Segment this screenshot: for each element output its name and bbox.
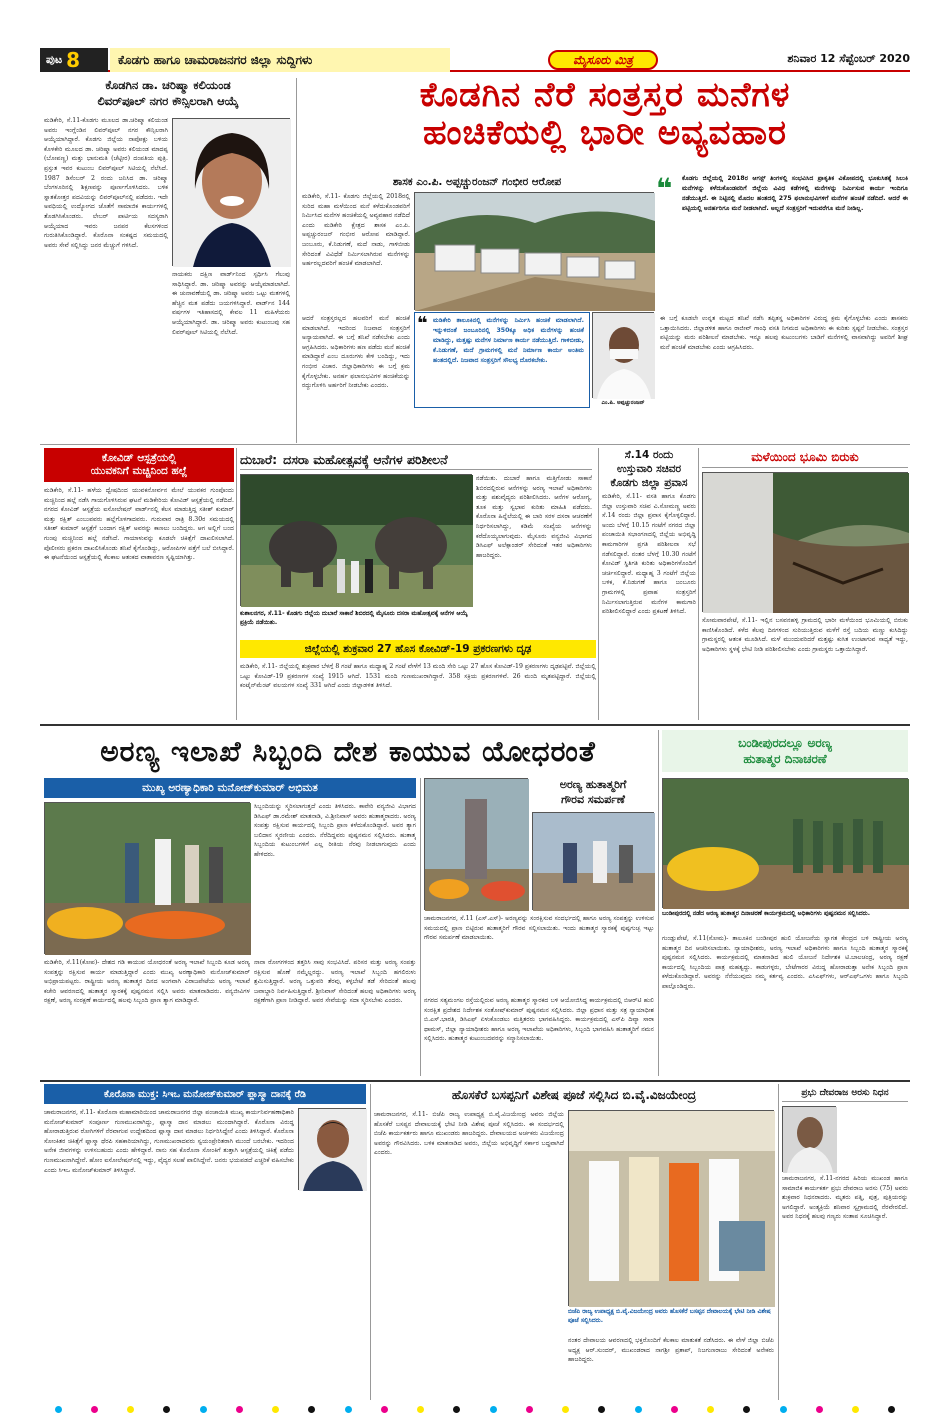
mla-photo [592, 312, 654, 398]
registration-dot [816, 1406, 823, 1413]
section-rule [40, 724, 910, 726]
housing-photo [414, 192, 654, 310]
forest-body-left: ಮಡಿಕೇರಿ, ಸೆ.11(ಕೋಪ)- ದೇಶದ ಗಡಿ ಕಾಯುವ ಯೋಧರಂತೆ ಅರಣ್ಯ ಇಲಾಖೆ ಸಿಬ್ಬಂದಿ ಕೂಡ ಅರಣ್ಯ ಸಂಪತ್ತನ್ನು ರಕ್ಷಿಸುವ ಕಾರ್ಯ ಮಾಡುತ್ತಿದ್ದಾರೆ ಎಂದು ಮುಖ್ಯ ಅರಣ್ಯಾಧಿಕಾರಿ ಮನೋಜ್‌ಕುಮಾರ್ ಅಭಿಪ್ರಾಯಪಟ್ಟರು. ರಾಷ್ಟ್ರೀಯ ಅರಣ್ಯ ಹುತಾತ್ಮರ ದಿನದ ಅಂಗವಾಗಿ ವಿರಾಜಪೇಟೆಯ ಅರಣ್ಯ ಇಲಾಖೆ ಕಚೇರಿ ಆವರಣದಲ್ಲಿ ಹುತಾತ್ಮರ ಸ್ಮಾರಕಕ್ಕೆ ಪುಷ್ಪನಮನ ಸಲ್ಲಿಸಿ ಅವರು ಮಾತನಾಡಿದರು. ವನ್ಯಜೀವಿಗಳ ರಕ್ಷಣೆ, ಅರಣ್ಯ ಸಂರಕ್ಷಣೆ ಕಾರ್ಯದಲ್ಲಿ ಹಲವು ಸಿಬ್ಬಂದಿ ಪ್ರಾಣ ತ್ಯಾಗ ಮಾಡಿದ್ದಾರೆ. [44, 959, 250, 1005]
dasara-caption: ಕುಶಾಲನಗರ, ಸೆ.11- ಕೊಡಗು ಜಿಲ್ಲೆಯ ದುಬಾರೆ ಸಾಕಾನೆ ಶಿಬಿರದಲ್ಲಿ ಮೈಸೂರು ದಸರಾ ಮಹೋತ್ಸವಕ್ಕೆ ಆನೆಗಳ ಆಯ್ಕೆ ಪ್ರಕ್ರಿಯೆ ನಡೆಯಿತು. [240, 610, 468, 626]
scam-pullquote-text: ಮಡಿಕೇರಿ ತಾಲೂಕಿನಲ್ಲಿ ಮನೆಗಳನ್ನು ನಿರ್ಮಿಸಿ ಹಂಚಿಕೆ ಮಾಡಲಾಗಿದೆ. ಇನ್ನುಳಿದಂತೆ ಜಂಬೂರಿನಲ್ಲಿ 350ಕ್ಕೂ ಅಧಿಕ ಮನೆಗಳನ್ನು ಹಂಚಿಕೆ ಮಾಡಿದ್ದು, ಮತ್ತಷ್ಟು ಮನೆಗಳ ನಿರ್ಮಾಣ ಕಾರ್ಯ ನಡೆಯುತ್ತಿದೆ. ಗಾಳಿಬೀಡು, ಕೆ.ನಿಡುಗಣೆ, ಮದೆ ಗ್ರಾಮಗಳಲ್ಲಿ ಮನೆ ನಿರ್ಮಾಣ ಕಾರ್ಯ ಅಂತಿಮ ಹಂತದಲ್ಲಿದೆ. ನಿಜವಾದ ಸಂತ್ರಸ್ತರಿಗೆ ಸೌಲಭ್ಯ ದೊರಕಬೇಕು. [433, 317, 584, 364]
quote-mark-icon: ❝ [656, 172, 673, 205]
landslide-body: ಸೋಮವಾರಪೇಟೆ, ಸೆ.11- ಇಲ್ಲಿನ ಬಸವನಹಳ್ಳಿ ಗ್ರಾಮದಲ್ಲಿ ಭಾರೀ ಮಳೆಯಿಂದ ಭೂಮಿಯಲ್ಲಿ ಬಿರುಕು ಕಾಣಿಸಿಕೊಂಡಿದೆ. ಕಳೆದ ಕೆಲವು ದಿನಗಳಿಂದ ಸುರಿಯುತ್ತಿರುವ ಮಳೆಗೆ ರಸ್ತೆ ಬದಿಯ ಮಣ್ಣು ಕುಸಿದಿದ್ದು ಗ್ರಾಮಸ್ಥರಲ್ಲಿ ಆತಂಕ ಮೂಡಿಸಿದೆ. ಮಳೆ ಮುಂದುವರಿದರೆ ಮತ್ತಷ್ಟು ಕುಸಿತ ಉಂಟಾಗುವ ಸಾಧ್ಯತೆ ಇದ್ದು, ಅಧಿಕಾರಿಗಳು ಸ್ಥಳಕ್ಕೆ ಭೇಟಿ ನೀಡಿ ಪರಿಶೀಲಿಸಬೇಕು ಎಂದು ಗ್ರಾಮಸ್ಥರು ಒತ್ತಾಯಿಸಿದ್ದಾರೆ. [702, 617, 908, 653]
forest-body-top: ಸಿಬ್ಬಂದಿಯನ್ನು ಸ್ಮರಿಸಲಾಗುತ್ತದೆ ಎಂದು ತಿಳಿಸಿದರು. ಕಾವೇರಿ ವನ್ಯಜೀವಿ ವಿಭಾಗದ ಡಿಸಿಎಫ್ ಡಾ.ರಮೇಶ್ ಮಾತನಾಡಿ, ವಿ.ಶ್ರೀನಿವಾಸ್ ಅವರು ಹುತಾತ್ಮರಾದರು. ಅರಣ್ಯ ಸಂಪತ್ತು ರಕ್ಷಿಸುವ ಕಾರ್ಯದಲ್ಲಿ ಸಿಬ್ಬಂದಿ ಪ್ರಾಣ ಕಳೆದುಕೊಂಡಿದ್ದಾರೆ. ಅವರ ತ್ಯಾಗ ಬಲಿದಾನ ಸ್ಮರಣೀಯ ಎಂದರು. ನೆರೆದಿದ್ದವರು ಪುಷ್ಪನಮನ ಸಲ್ಲಿಸಿದರು. ಹುತಾತ್ಮ ಸಿಬ್ಬಂದಿಯ ಕುಟುಂಬಗಳಿಗೆ ಎಲ್ಲ ರೀತಿಯ ನೆರವು ನೀಡಲಾಗುವುದು ಎಂದು ಹೇಳಿದರು. [254, 803, 416, 859]
vijayendra-body-2: ನಂತರ ದೇವಾಲಯ ಆವರಣದಲ್ಲಿ ಭಕ್ತರೊಂದಿಗೆ ಕೆಲಕಾಲ ಮಾತುಕತೆ ನಡೆಸಿದರು. ಈ ವೇಳೆ ಜಿಲ್ಲಾ ಬಿಜೆಪಿ ಅಧ್ಯಕ್ಷ ಆರ್.ಸುಂದರ್, ಮುಖಂಡರಾದ ನಾಗಶ್ರೀ ಪ್ರತಾಪ್, ನಿಜಗುಣರಾಜು ಸೇರಿದಂತೆ ಅನೇಕರು ಹಾಜರಿದ್ದರು. [568, 1337, 774, 1364]
ceo-photo [298, 1108, 366, 1190]
bandipur-headline: ಬಂಡೀಪುರದಲ್ಲೂ ಅರಣ್ಯ ಹುತಾತ್ಮರ ದಿನಾಚರಣೆ [662, 730, 908, 772]
registration-dot [490, 1406, 497, 1413]
registration-marks [40, 1404, 910, 1414]
forest-subhead: ಮುಖ್ಯ ಅರಣ್ಯಾಧಿಕಾರಿ ಮನೋಜ್‌ಕುಮಾರ್ ಅಭಿಮತ [44, 778, 416, 798]
paper-logo: ಮೈಸೂರು ಮಿತ್ರ [548, 50, 658, 70]
registration-dot [598, 1406, 605, 1413]
minister-headline: ಸೆ.14 ರಂದು ಉಸ್ತುವಾರಿ ಸಚಿವರ ಕೊಡಗು ಜಿಲ್ಲಾ ಪ್ರವಾಸ [610, 449, 688, 490]
pullquote-mark-icon: ❝ [417, 313, 428, 334]
covid-hospital-headline: ಕೋವಿಡ್ ಆಸ್ಪತ್ರೆಯಲ್ಲಿ ಯುವಕನಿಗೆ ಮಚ್ಚಿನಿಂದ ಹಲ್ಲೆ [44, 448, 234, 482]
obituary-photo [782, 1106, 836, 1172]
ceo-headline: ಕೊರೊನಾ ಮುಕ್ತ: ಸಿಇಒ ಮನೋಜ್‌ಕುಮಾರ್ ಪ್ಲಾಸ್ಮಾ ದಾನಕ್ಕೆ ರೆಡಿ [44, 1084, 366, 1104]
landslide-photo [702, 472, 908, 612]
forest-officer-photo [44, 802, 250, 954]
tribute-body-top: ಚಾಮರಾಜನಗರ, ಸೆ.11 (ಎಸ್.ಎಸ್)- ಅರಣ್ಯವನ್ನು ಸಂರಕ್ಷಿಸುವ ಸಂದರ್ಭದಲ್ಲಿ ಹಾಗೂ ಅರಣ್ಯ ಸಂಪತ್ತನ್ನು ಉಳಿಸುವ ಸಮಯದಲ್ಲಿ ಪ್ರಾಣ ಬಿಟ್ಟಿರುವ ಹುತಾತ್ಮರಿಗೆ ಗೌರವ ಸಲ್ಲಿಸಲಾಯಿತು. ಇಂದು ಹುತಾತ್ಮರ ಸ್ಮಾರಕಕ್ಕೆ ಪುಷ್ಪಗುಚ್ಛ ಇಟ್ಟು ಗೌರವ ಸಮರ್ಪಣೆ ಮಾಡಲಾಯಿತು. [424, 915, 654, 942]
portrait-icon [173, 119, 291, 267]
column-rule [296, 78, 297, 443]
scam-body-col1: ಮಡಿಕೇರಿ, ಸೆ.11- ಕೊಡಗು ಜಿಲ್ಲೆಯಲ್ಲಿ 2018ರಲ್ಲಿ ಸುರಿದ ಮಹಾ ಮಳೆಯಿಂದ ಮನೆ ಕಳೆದುಕೊಂಡವರಿಗೆ ನಿರ್ಮಿಸಿದ ಮನೆಗಳ ಹಂಚಿಕೆಯಲ್ಲಿ ಅವ್ಯವಹಾರ ನಡೆದಿದೆ ಎಂದು ಮಡಿಕೇರಿ ಕ್ಷೇತ್ರದ ಶಾಸಕ ಎಂ.ಪಿ. ಅಪ್ಪಚ್ಚುರಂಜನ್ ಗಂಭೀರ ಆರೋಪ ಮಾಡಿದ್ದಾರೆ. ಜಂಬೂರು, ಕೆ.ನಿಡುಗಣೆ, ಮದೆ ನಾಡು, ಗಾಳಿಬೀಡು ಸೇರಿದಂತೆ ವಿವಿಧೆಡೆ ನಿರ್ಮಿಸಲಾಗಿರುವ ಮನೆಗಳನ್ನು ಅರ್ಹರಲ್ಲದವರಿಗೆ ಹಂಚಿಕೆ ಮಾಡಲಾಗಿದೆ. [302, 193, 410, 268]
statue-icon [425, 779, 529, 911]
registration-dot [200, 1406, 207, 1413]
charishma-headline: ಕೊಡಗಿನ ಡಾ. ಚರಿಷ್ಮಾ ಕಲಿಯಂಡ ಲಿವರ್‌ಪೂಲ್ ನಗರ ಕೌನ್ಸಿಲರಾಗಿ ಆಯ್ಕೆ [97, 78, 239, 108]
registration-dot [163, 1406, 170, 1413]
obituary-body: ಚಾಮರಾಜನಗರ, ಸೆ.11-ನಗರದ ಹಿರಿಯ ಮುಖಂಡ ಹಾಗೂ ಸಾಮಾಜಿಕ ಕಾರ್ಯಕರ್ತ ಪ್ರಭು ದೇವರಾಜ ಅರಸು (75) ಅವರು ಶುಕ್ರವಾರ ನಿಧನರಾದರು. ಮೃತರು ಪತ್ನಿ, ಪುತ್ರ, ಪುತ್ರಿಯರನ್ನು ಅಗಲಿದ್ದಾರೆ. ಅಂತ್ಯಕ್ರಿಯೆ ಶನಿವಾರ ಸ್ವಗ್ರಾಮದಲ್ಲಿ ನೆರವೇರಲಿದೆ. ಅವರ ನಿಧನಕ್ಕೆ ಹಲವು ಗಣ್ಯರು ಸಂತಾಪ ಸೂಚಿಸಿದ್ದಾರೆ. [782, 1175, 908, 1221]
houses-icon [415, 193, 655, 311]
charishma-body-left: ಮಡಿಕೇರಿ, ಸೆ.11-ಕೊಡಗು ಮೂಲದ ಡಾ.ಚರಿಷ್ಮಾ ಕಲಿಯಂಡ ಅವರು ಇಂಗ್ಲೆಂಡಿನ ಲಿವರ್‌ಪೂಲ್ ನಗರ ಕೌನ್ಸಿಲರಾಗಿ ಆಯ್ಕೆಯಾಗಿದ್ದಾರೆ. ಕೊಡಗು ಜಿಲ್ಲೆಯ ನಾಪೋಕ್ಲು ಬಳಿಯ ಕೊಳಕೇರಿ ಮೂಲದ ಡಾ. ಚರಿಷ್ಮಾ ಅವರು ಕಲಿಯಂಡ ಮಾದಪ್ಪ (ಬೋಪಣ್ಣ) ಮತ್ತು ಭಾನುಮತಿ (ಚೆಟ್ಟೀರ) ದಂಪತಿಯ ಪುತ್ರಿ. ಪ್ರಸ್ತುತ ಇವರ ಕುಟುಂಬ ಲಿವರ್‌ಪೂಲ್ ಸಿಟಿಯಲ್ಲಿ ನೆಲೆಸಿದೆ. 1987 ಡಿಸೆಂಬರ್ 2 ರಂದು ಜನಿಸಿದ ಡಾ. ಚರಿಷ್ಮಾ ಬೆಂಗಳೂರಿನಲ್ಲಿ ಶಿಕ್ಷಣವನ್ನು ಪೂರ್ಣಗೊಳಿಸಿದರು. ಬಳಿಕ ಸ್ನಾತಕೋತ್ತರ ಪದವಿಯನ್ನು ಲಿವರ್‌ಪೂಲ್‌ನಲ್ಲಿ ಪಡೆದರು. ಇದೇ ಅವಧಿಯಲ್ಲಿ ಉದ್ಯೋಗದ ಜೊತೆಗೆ ಸಾಮಾಜಿಕ ಕಾರ್ಯಗಳಲ್ಲಿ ತೊಡಗಿಸಿಕೊಂಡರು. ಲೇಬರ್ ಪಾರ್ಟಿಯ ಸದಸ್ಯರಾಗಿ ಆಯ್ಕೆಯಾದ ಇವರು ಜನಪರ ಕೆಲಸಗಳಿಂದ ಗುರುತಿಸಿಕೊಂಡಿದ್ದಾರೆ. ಕೊರೊನಾ ಸಂಕಷ್ಟದ ಸಮಯದಲ್ಲಿ ಅವರು ಸೇವೆ ಸಲ್ಲಿಸಿದ್ದು ಜನರ ಮೆಚ್ಚುಗೆ ಗಳಿಸಿದೆ. [44, 117, 168, 249]
column-rule [698, 448, 699, 720]
memorial-icon [45, 803, 251, 955]
registration-dot [91, 1406, 98, 1413]
vijayendra-caption: ಬಿಜೆಪಿ ರಾಜ್ಯ ಉಪಾಧ್ಯಕ್ಷ ಬಿ.ವೈ.ವಿಜಯೇಂದ್ರ ಅವರು ಹೊಸಕೆರೆ ಬಸಪ್ಪನ ದೇವಾಲಯಕ್ಕೆ ಭೇಟಿ ನೀಡಿ ವಿಶೇಷ ಪೂಜೆ ಸಲ್ಲಿಸಿದರು. [568, 1308, 771, 1324]
covid-cases-body: ಮಡಿಕೇರಿ, ಸೆ.11- ಜಿಲ್ಲೆಯಲ್ಲಿ ಶುಕ್ರವಾರ ಬೆಳಗ್ಗೆ 8 ಗಂಟೆ ಹಾಗೂ ಮಧ್ಯಾಹ್ನ 2 ಗಂಟೆ ವೇಳೆಗೆ 13 ಮಂದಿ ಸೇರಿ ಒಟ್ಟು 27 ಹೊಸ ಕೋವಿಡ್-19 ಪ್ರಕರಣಗಳು ದೃಢಪಟ್ಟಿವೆ. ಜಿಲ್ಲೆಯಲ್ಲಿ ಒಟ್ಟು ಕೋವಿಡ್-19 ಪ್ರಕರಣಗಳ ಸಂಖ್ಯೆ 1915 ಆಗಿದೆ. 1531 ಮಂದಿ ಗುಣಮುಖರಾಗಿದ್ದಾರೆ. 358 ಸಕ್ರಿಯ ಪ್ರಕರಣಗಳಿವೆ. 26 ಮಂದಿ ಮೃತಪಟ್ಟಿದ್ದಾರೆ. ಜಿಲ್ಲೆಯಲ್ಲಿ ಕಂಟೈನ್‌ಮೆಂಟ್ ವಲಯಗಳ ಸಂಖ್ಯೆ 331 ಆಗಿದೆ ಎಂದು ಜಿಲ್ಲಾಡಳಿತ ತಿಳಿಸಿದೆ. [240, 663, 596, 690]
mla-portrait-icon [593, 313, 655, 399]
column-rule [236, 448, 237, 720]
vijayendra-headline: ಹೊಸಕೆರೆ ಬಸಪ್ಪನಿಗೆ ವಿಶೇಷ ಪೂಜೆ ಸಲ್ಲಿಸಿದ ಬಿ.ವೈ.ವಿಜಯೇಂದ್ರ [451, 1087, 697, 1102]
bandipur-body: ಗುಂಡ್ಲುಪೇಟೆ, ಸೆ.11(ಸೋಮ)- ತಾಲೂಕಿನ ಬಂಡೀಪುರ ಹುಲಿ ಯೋಜನೆಯ ಸ್ವಾಗತ ಕೇಂದ್ರದ ಬಳಿ ರಾಷ್ಟ್ರೀಯ ಅರಣ್ಯ ಹುತಾತ್ಮರ ದಿನ ಆಚರಿಸಲಾಯಿತು. ನ್ಯಾಯಾಧೀಶರು, ಅರಣ್ಯ ಇಲಾಖೆ ಅಧಿಕಾರಿಗಳು ಹಾಗೂ ಸಿಬ್ಬಂದಿ ಹುತಾತ್ಮರ ಸ್ಮಾರಕಕ್ಕೆ ಪುಷ್ಪನಮನ ಸಲ್ಲಿಸಿದರು. ಕಾರ್ಯಕ್ರಮದಲ್ಲಿ ಮಾತನಾಡಿದ ಹುಲಿ ಯೋಜನೆ ನಿರ್ದೇಶಕ ಟಿ.ಬಾಲಚಂದ್ರ, ಅರಣ್ಯ ರಕ್ಷಣೆ ಕಾರ್ಯದಲ್ಲಿ ಸಿಬ್ಬಂದಿಯ ಪಾತ್ರ ಮಹತ್ವದ್ದು. ಕಾಡುಗಳ್ಳರು, ಬೇಟೆಗಾರರ ವಿರುದ್ಧ ಹೋರಾಡುತ್ತಾ ಅನೇಕ ಸಿಬ್ಬಂದಿ ಪ್ರಾಣ ಕಳೆದುಕೊಂಡಿದ್ದಾರೆ. ಅವರನ್ನು ನೆನೆಯುವುದು ನಮ್ಮ ಕರ್ತವ್ಯ ಎಂದರು. ಎಸಿಎಫ್‌ಗಳು, ಆರ್‌ಎಫ್‌ಒಗಳು ಹಾಗೂ ಸಿಬ್ಬಂದಿ ಪಾಲ್ಗೊಂಡಿದ್ದರು. [662, 935, 908, 991]
registration-dot [707, 1406, 714, 1413]
column-rule [778, 1084, 779, 1400]
registration-dot [453, 1406, 460, 1413]
obituary-headline: ಪ್ರಭು ದೇವರಾಜ ಅರಸು ನಿಧನ [782, 1084, 908, 1102]
section-rule [40, 1080, 910, 1082]
covid-cases-headline: ಜಿಲ್ಲೆಯಲ್ಲಿ ಶುಕ್ರವಾರ 27 ಹೊಸ ಕೋವಿಡ್-19 ಪ್ರಕರಣಗಳು ದೃಢ [240, 640, 596, 658]
elephant-icon [241, 475, 473, 607]
mla-caption: ಎಂ.ಪಿ. ಅಪ್ಪಚ್ಚುರಂಜನ್ [601, 400, 645, 406]
charishma-photo [172, 118, 290, 266]
temple-visit-icon [569, 1111, 775, 1307]
registration-dot [562, 1406, 569, 1413]
column-rule [420, 778, 421, 1076]
scam-pullquote [414, 312, 590, 408]
tribute-body: ನಗರದ ಸತ್ಯಮಂಗಲ ರಸ್ತೆಯಲ್ಲಿರುವ ಅರಣ್ಯ ಹುತಾತ್ಮರ ಸ್ಮಾರಕದ ಬಳಿ ಆಯೋಜಿಸಿದ್ದ ಕಾರ್ಯಕ್ರಮದಲ್ಲಿ ಬಿಆರ್‌ಟಿ ಹುಲಿ ಸಂರಕ್ಷಿತ ಪ್ರದೇಶದ ನಿರ್ದೇಶಕ ಸಂತೋಷ್‌ಕುಮಾರ್ ಪುಷ್ಪನಮನ ಸಲ್ಲಿಸಿದರು. ಜಿಲ್ಲಾ ಪ್ರಧಾನ ಮತ್ತು ಸತ್ರ ನ್ಯಾಯಾಧೀಶ ಬಿ.ಎಸ್.ಭಾರತಿ, ಡಿಸಿಎಫ್ ಏಳುಕೊಂಡಲು ಮತ್ತಿತರರು ಭಾಗವಹಿಸಿದ್ದರು. ಕಾರ್ಯಕ್ರಮದಲ್ಲಿ ಎಸ್‌ಪಿ ದಿವ್ಯಾ ಸಾರಾ ಥಾಮಸ್, ಜಿಲ್ಲಾ ನ್ಯಾಯಾಧೀಶರು ಹಾಗೂ ಅರಣ್ಯ ಇಲಾಖೆಯ ಅಧಿಕಾರಿಗಳು, ಸಿಬ್ಬಂದಿ ಭಾಗವಹಿಸಿ ಹುತಾತ್ಮರಿಗೆ ನಮನ ಸಲ್ಲಿಸಿದರು. ಹುತಾತ್ಮರ ಕುಟುಂಬದವರನ್ನು ಸನ್ಮಾನಿಸಲಾಯಿತು. [424, 997, 654, 1043]
landslide-icon [703, 473, 909, 613]
scam-body-col3: ಈ ಬಗ್ಗೆ ಕೂಡಲೇ ಉನ್ನತ ಮಟ್ಟದ ತನಿಖೆ ನಡೆಸಿ ತಪ್ಪಿತಸ್ಥ ಅಧಿಕಾರಿಗಳ ವಿರುದ್ಧ ಕ್ರಮ ಕೈಗೊಳ್ಳಬೇಕು ಎಂದು ಶಾಸಕರು ಒತ್ತಾಯಿಸಿದರು. ಜಿಲ್ಲಾಡಳಿತ ಹಾಗೂ ರಾಜೀವ್ ಗಾಂಧಿ ವಸತಿ ನಿಗಮದ ಅಧಿಕಾರಿಗಳು ಈ ಕುರಿತು ಸ್ಪಷ್ಟನೆ ನೀಡಬೇಕು. ಸಂತ್ರಸ್ತರ ಪಟ್ಟಿಯನ್ನು ಮರು ಪರಿಶೀಲನೆ ಮಾಡಬೇಕು. ಇನ್ನೂ ಹಲವು ಕುಟುಂಬಗಳು ಬಾಡಿಗೆ ಮನೆಗಳಲ್ಲಿ ವಾಸವಾಗಿದ್ದು ಅವರಿಗೆ ಶೀಘ್ರ ಮನೆ ಹಂಚಿಕೆ ಮಾಡಬೇಕು ಎಂದು ಆಗ್ರಹಿಸಿದರು. [660, 315, 908, 351]
registration-dot [127, 1406, 134, 1413]
scam-quote-box [656, 172, 908, 310]
scam-headline: ಕೊಡಗಿನ ನೆರೆ ಸಂತ್ರಸ್ತರ ಮನೆಗಳ ಹಂಚಿಕೆಯಲ್ಲಿ ಭಾರೀ ಅವ್ಯವಹಾರ [419, 75, 791, 154]
tribute-photo [424, 778, 528, 910]
scam-body-col2: ಆದರೆ ಸಂತ್ರಸ್ತರಲ್ಲದ ಹಲವರಿಗೆ ಮನೆ ಹಂಚಿಕೆ ಮಾಡಲಾಗಿದೆ. ಇದರಿಂದ ನಿಜವಾದ ಸಂತ್ರಸ್ತರಿಗೆ ಅನ್ಯಾಯವಾಗಿದೆ. ಈ ಬಗ್ಗೆ ತನಿಖೆ ನಡೆಸಬೇಕು ಎಂದು ಆಗ್ರಹಿಸಿದರು. ಅಧಿಕಾರಿಗಳು ಹಣ ಪಡೆದು ಮನೆ ಹಂಚಿಕೆ ಮಾಡಿದ್ದಾರೆ ಎಂಬ ದೂರುಗಳು ಕೇಳಿ ಬಂದಿದ್ದು, ಇದು ಗಂಭೀರ ವಿಚಾರ. ಜಿಲ್ಲಾಧಿಕಾರಿಗಳು ಈ ಬಗ್ಗೆ ಕ್ರಮ ಕೈಗೊಳ್ಳಬೇಕು. ಅನರ್ಹ ಫಲಾನುಭವಿಗಳ ಹಂಚಿಕೆಯನ್ನು ರದ್ದುಗೊಳಿಸಿ ಅರ್ಹರಿಗೆ ನೀಡಬೇಕು ಎಂದರು. [302, 315, 410, 390]
vijayendra-photo [568, 1110, 774, 1306]
bandipur-caption: ಬಂಡೀಪುರದಲ್ಲಿ ನಡೆದ ಅರಣ್ಯ ಹುತಾತ್ಮರ ದಿನಾಚರಣೆ ಕಾರ್ಯಕ್ರಮದಲ್ಲಿ ಅಧಿಕಾರಿಗಳು ಪುಷ್ಪನಮನ ಸಲ್ಲಿಸಿದರು. [662, 910, 870, 917]
column-rule [598, 448, 599, 720]
registration-dot [743, 1406, 750, 1413]
minister-body: ಮಡಿಕೇರಿ, ಸೆ.11- ವಸತಿ ಹಾಗೂ ಕೊಡಗು ಜಿಲ್ಲಾ ಉಸ್ತುವಾರಿ ಸಚಿವ ವಿ.ಸೋಮಣ್ಣ ಅವರು ಸೆ.14 ರಂದು ಜಿಲ್ಲಾ ಪ್ರವಾಸ ಕೈಗೊಳ್ಳಲಿದ್ದಾರೆ. ಅಂದು ಬೆಳಗ್ಗೆ 10.15 ಗಂಟೆಗೆ ನಗರದ ಜಿಲ್ಲಾ ಪಂಚಾಯಿತಿ ಸಭಾಂಗಣದಲ್ಲಿ ಜಿಲ್ಲೆಯ ಅಭಿವೃದ್ಧಿ ಕಾಮಗಾರಿಗಳ ಪ್ರಗತಿ ಪರಿಶೀಲನಾ ಸಭೆ ನಡೆಸಲಿದ್ದಾರೆ. ನಂತರ ಬೆಳಗ್ಗೆ 10.30 ಗಂಟೆಗೆ ಕೋವಿಡ್ ಸ್ಥಿತಿಗತಿ ಕುರಿತು ಅಧಿಕಾರಿಗಳೊಂದಿಗೆ ಚರ್ಚಿಸಲಿದ್ದಾರೆ. ಮಧ್ಯಾಹ್ನ 3 ಗಂಟೆಗೆ ಜಿಲ್ಲೆಯ ಬಳಿಕ, ಕೆ.ನಿಡುಗಣೆ ಹಾಗೂ ಜಂಬೂರು ಗ್ರಾಮಗಳಲ್ಲಿ ಪ್ರವಾಹ ಸಂತ್ರಸ್ತರಿಗೆ ನಿರ್ಮಿಸಲಾಗುತ್ತಿರುವ ಮನೆಗಳ ಕಾಮಗಾರಿ ಪರಿಶೀಲಿಸಲಿದ್ದಾರೆ ಎಂದು ಪ್ರಕಟಣೆ ತಿಳಿಸಿದೆ. [602, 493, 696, 616]
registration-dot [308, 1406, 315, 1413]
registration-dot [852, 1406, 859, 1413]
ceo-body: ಚಾಮರಾಜನಗರ, ಸೆ.11- ಕೊರೊನಾ ಮಹಾಮಾರಿಯಿಂದ ಚಾಮರಾಜನಗರ ಜಿಲ್ಲಾ ಪಂಚಾಯಿತಿ ಮುಖ್ಯ ಕಾರ್ಯನಿರ್ವಹಣಾಧಿಕಾರಿ ಮನೋಜ್‌ಕುಮಾರ್ ಸಂಪೂರ್ಣ ಗುಣಮುಖರಾಗಿದ್ದು, ಪ್ಲಾಸ್ಮಾ ದಾನ ಮಾಡಲು ಮುಂದಾಗಿದ್ದಾರೆ. ಕೊರೊನಾ ವಿರುದ್ಧ ಹೋರಾಡುತ್ತಿರುವ ರೋಗಿಗಳಿಗೆ ನೆರವಾಗುವ ಉದ್ದೇಶದಿಂದ ಪ್ಲಾಸ್ಮಾ ದಾನ ಮಾಡಲು ನಿರ್ಧರಿಸಿದ್ದೇನೆ ಎಂದು ತಿಳಿಸಿದ್ದಾರೆ. ಕೊರೊನಾ ಸೋಂಕಿತರ ಚಿಕಿತ್ಸೆಗೆ ಪ್ಲಾಸ್ಮಾ ಥೆರಪಿ ಸಹಕಾರಿಯಾಗಿದ್ದು, ಗುಣಮುಖರಾದವರು ಸ್ವಯಂಪ್ರೇರಿತರಾಗಿ ಮುಂದೆ ಬರಬೇಕು. ಇದರಿಂದ ಅನೇಕ ಜೀವಗಳನ್ನು ಉಳಿಸಬಹುದು ಎಂದು ಹೇಳಿದ್ದಾರೆ. ನಾನು ಸಹ ಕೊರೊನಾ ಸೋಂಕಿಗೆ ತುತ್ತಾಗಿ ಆಸ್ಪತ್ರೆಯಲ್ಲಿ ಚಿಕಿತ್ಸೆ ಪಡೆದು ಗುಣಮುಖನಾಗಿದ್ದೇನೆ. ಹೋಂ ಐಸೋಲೇಷನ್‌ನಲ್ಲಿ ಇದ್ದು, ವೈದ್ಯರ ಸಲಹೆ ಪಾಲಿಸಿದ್ದೇನೆ. ಜನರು ಭಯಪಡದೆ ಎಚ್ಚರಿಕೆ ವಹಿಸಬೇಕು ಎಂದು ಸಿಇಒ ಮನೋಜ್‌ಕುಮಾರ್ ತಿಳಿಸಿದ್ದಾರೆ. [44, 1109, 294, 1174]
registration-dot [381, 1406, 388, 1413]
column-rule [370, 1084, 371, 1400]
scam-subhead: ಶಾಸಕ ಎಂ.ಪಿ. ಅಪ್ಪಚ್ಚುರಂಜನ್ ಗಂಭೀರ ಆರೋಪ [392, 176, 562, 188]
forest-headline: ಅರಣ್ಯ ಇಲಾಖೆ ಸಿಬ್ಬಂದಿ ದೇಶ ಕಾಯುವ ಯೋಧರಂತೆ [100, 735, 596, 768]
registration-dot [780, 1406, 787, 1413]
ceremony-icon [663, 779, 909, 909]
officials-icon [533, 813, 655, 911]
registration-dot [345, 1406, 352, 1413]
elephant-photo [240, 474, 472, 606]
registration-dot [888, 1406, 895, 1413]
scam-quote-text: ಕೊಡಗು ಜಿಲ್ಲೆಯಲ್ಲಿ 2018ರ ಆಗಸ್ಟ್ ತಿಂಗಳಲ್ಲಿ ಸಂಭವಿಸಿದ ಪ್ರಾಕೃತಿಕ ವಿಕೋಪದಲ್ಲಿ ಭೂಕುಸಿತಕ್ಕೆ ಸಿಲುಕಿ ಮನೆಗಳನ್ನು ಕಳೆದುಕೊಂಡವರಿಗೆ ಜಿಲ್ಲೆಯ ವಿವಿಧ ಕಡೆಗಳಲ್ಲಿ ಮನೆಗಳನ್ನು ನಿರ್ಮಿಸುವ ಕಾರ್ಯ ಇಂದಿಗೂ ನಡೆಯುತ್ತಿದೆ. ಈ ನಿಟ್ಟಿನಲ್ಲಿ ಮೊದಲ ಹಂತದಲ್ಲಿ 275 ಫಲಾನುಭವಿಗಳಿಗೆ ಮನೆಗಳ ಹಂಚಿಕೆ ನಡೆದಿದೆ. ಆದರೆ ಈ ಪಟ್ಟಿಯಲ್ಲಿ ಅನರ್ಹರಿಗೂ ಮನೆ ನೀಡಲಾಗಿದೆ. ಅಲ್ಲದೆ ಸಂತ್ರಸ್ತರಿಗೆ ಇದುವರೆಗೂ ಮನೆ ನೀಡಿಲ್ಲ. [682, 175, 908, 212]
registration-dot [671, 1406, 678, 1413]
page-number: ಪುಟ 8 [40, 48, 108, 72]
obituary-portrait-icon [783, 1107, 837, 1173]
tribute-headline: ಅರಣ್ಯ ಹುತಾತ್ಮರಿಗೆ ಗೌರವ ಸಮರ್ಪಣೆ [559, 778, 627, 806]
registration-dot [55, 1406, 62, 1413]
registration-dot [526, 1406, 533, 1413]
tribute-photo-2 [532, 812, 654, 910]
registration-dot [272, 1406, 279, 1413]
charishma-body-right: ನಾಯಕರು ದಕ್ಷಿಣ ವಾರ್ಡ್‌ನಿಂದ ಸ್ಪರ್ಧಿಸಿ ಗೆಲುವು ಸಾಧಿಸಿದ್ದಾರೆ. ಡಾ. ಚರಿಷ್ಮಾ ಅವರನ್ನು ಆಯ್ಕೆಮಾಡಲಾಗಿದೆ. ಈ ಚುನಾವಣೆಯಲ್ಲಿ ಡಾ. ಚರಿಷ್ಮಾ ಅವರು ಒಟ್ಟು ಮತಗಳಲ್ಲಿ ಹೆಚ್ಚಿನ ಮತ ಪಡೆದು ಜಯಗಳಿಸಿದ್ದಾರೆ. ವಾರ್ಡ್‌ನ 144 ವರ್ಷಗಳ ಇತಿಹಾಸದಲ್ಲಿ ಕೇವಲ 11 ಮಹಿಳೆಯರು ಆಯ್ಕೆಯಾಗಿದ್ದಾರೆ. ಡಾ. ಚರಿಷ್ಮಾ ಅವರು ಕುಟುಂಬವು ಸಹ ಲಿವರ್‌ಪೂಲ್ ಸಿಟಿಯಲ್ಲಿ ನೆಲೆಸಿದೆ. [172, 271, 290, 336]
date-line: ಶನಿವಾರ 12 ಸೆಪ್ಟೆಂಬರ್ 2020 [787, 52, 910, 65]
covid-hospital-body: ಮಡಿಕೇರಿ, ಸೆ.11- ಹಳೆಯ ದ್ವೇಷದಿಂದ ಯುವಕನೋರ್ವನ ಮೇಲೆ ಯುವಕರ ಗುಂಪೊಂದು ಮಚ್ಚಿನಿಂದ ಹಲ್ಲೆ ನಡೆಸಿ ಗಾಯಗೊಳಿಸಿರುವ ಘಟನೆ ಮಡಿಕೇರಿಯ ಕೋವಿಡ್ ಆಸ್ಪತ್ರೆಯಲ್ಲಿ ನಡೆದಿದೆ. ನಗರದ ಕೋವಿಡ್ ಆಸ್ಪತ್ರೆಯ ಐಸೋಲೇಷನ್ ವಾರ್ಡ್‌ನಲ್ಲಿ ಕೆಲಸ ಮಾಡುತ್ತಿದ್ದ ಸತೀಶ್ ಕುಮಾರ್ ಮತ್ತು ರಕ್ಷಿತ್ ಎಂಬುವವರು ಹಲ್ಲೆಗೊಳಗಾದವರು. ಗುರುವಾರ ರಾತ್ರಿ 8.30ರ ಸಮಯದಲ್ಲಿ ಸತೀಶ್ ಕುಮಾರ್ ಆಸ್ಪತ್ರೆಗೆ ಬಂದಾಗ ರಕ್ಷಿತ್ ಅವರನ್ನು ಕಾಣಲು ಬಂದಿದ್ದರು. ಆಗ ಅಲ್ಲಿಗೆ ಬಂದ ಗುಂಪು ಮಚ್ಚಿನಿಂದ ಹಲ್ಲೆ ನಡೆಸಿದೆ. ಗಾಯಾಳುವನ್ನು ಕೂಡಲೇ ಚಿಕಿತ್ಸೆಗೆ ದಾಖಲಿಸಲಾಗಿದೆ. ಪೊಲೀಸರು ಪ್ರಕರಣ ದಾಖಲಿಸಿಕೊಂಡು ತನಿಖೆ ಕೈಗೊಂಡಿದ್ದು, ಆರೋಪಿಗಳ ಪತ್ತೆಗೆ ಬಲೆ ಬೀಸಿದ್ದಾರೆ. ಈ ಘಟನೆಯಿಂದ ಆಸ್ಪತ್ರೆಯಲ್ಲಿ ಕೆಲಕಾಲ ಆತಂಕದ ವಾತಾವರಣ ಸೃಷ್ಟಿಯಾಗಿತ್ತು. [44, 487, 234, 562]
landslide-headline: ಮಳೆಯಿಂದ ಭೂಮಿ ಬಿರುಕು [702, 448, 908, 468]
section-title: ಕೊಡಗು ಹಾಗೂ ಚಾಮರಾಜನಗರ ಜಿಲ್ಲಾ ಸುದ್ದಿಗಳು [110, 48, 450, 72]
column-rule [658, 730, 659, 1076]
section-rule [40, 444, 910, 445]
ceo-portrait-icon [299, 1109, 367, 1191]
registration-dot [236, 1406, 243, 1413]
forest-body-right: ನಾನಾ ರೋಗಗಳಿಂದ ತತ್ತರಿಸಿ ಸಾವು ಸಂಭವಿಸಿದೆ. ಪರಿಸರ ಮತ್ತು ಅರಣ್ಯ ಸಂಪತ್ತು ರಕ್ಷಿಸುವ ಹೊಣೆ ನಮ್ಮೆಲ್ಲರದ್ದು. ಅರಣ್ಯ ಇಲಾಖೆ ಸಿಬ್ಬಂದಿ ಹಗಲಿರುಳು ಶ್ರಮಿಸುತ್ತಿದ್ದಾರೆ. ಅರಣ್ಯ ಒತ್ತುವರಿ ತೆರವು, ಕಳ್ಳಬೇಟೆ ತಡೆ ಸೇರಿದಂತೆ ಹಲವು ಜವಾಬ್ದಾರಿ ನಿರ್ವಹಿಸುತ್ತಿದ್ದಾರೆ. ಶ್ರೀನಿವಾಸ್ ಸೇರಿದಂತೆ ಹಲವು ಅಧಿಕಾರಿಗಳು ಅರಣ್ಯ ರಕ್ಷಣೆಗಾಗಿ ಪ್ರಾಣ ನೀಡಿದ್ದಾರೆ. ಅವರ ಸೇವೆಯನ್ನು ಸದಾ ಸ್ಮರಿಸಬೇಕು ಎಂದರು. [254, 959, 416, 1005]
registration-dot [635, 1406, 642, 1413]
vijayendra-body: ಚಾಮರಾಜನಗರ, ಸೆ.11- ಬಿಜೆಪಿ ರಾಜ್ಯ ಉಪಾಧ್ಯಕ್ಷ ಬಿ.ವೈ.ವಿಜಯೇಂದ್ರ ಅವರು ಜಿಲ್ಲೆಯ ಹೊಸಕೆರೆ ಬಸಪ್ಪನ ದೇವಾಲಯಕ್ಕೆ ಭೇಟಿ ನೀಡಿ ವಿಶೇಷ ಪೂಜೆ ಸಲ್ಲಿಸಿದರು. ಈ ಸಂದರ್ಭದಲ್ಲಿ ಬಿಜೆಪಿ ಕಾರ್ಯಕರ್ತರು ಹಾಗೂ ಮುಖಂಡರು ಹಾಜರಿದ್ದರು. ದೇವಾಲಯದ ಅರ್ಚಕರು ವಿಜಯೇಂದ್ರ ಅವರನ್ನು ಗೌರವಿಸಿದರು. ಬಳಿಕ ಮಾತನಾಡಿದ ಅವರು, ಜಿಲ್ಲೆಯ ಅಭಿವೃದ್ಧಿಗೆ ಸರ್ಕಾರ ಬದ್ಧವಾಗಿದೆ ಎಂದರು. [374, 1111, 564, 1157]
bandipur-photo [662, 778, 908, 908]
dasara-headline: ದುಬಾರೆ: ದಸರಾ ಮಹೋತ್ಸವಕ್ಕೆ ಆನೆಗಳ ಪರಿಶೀಲನೆ [240, 450, 592, 470]
dasara-body: ನಡೆಯಿತು. ದುಬಾರೆ ಹಾಗೂ ಮತ್ತಿಗೋಡು ಸಾಕಾನೆ ಶಿಬಿರದಲ್ಲಿರುವ ಆನೆಗಳನ್ನು ಅರಣ್ಯ ಇಲಾಖೆ ಅಧಿಕಾರಿಗಳು ಮತ್ತು ಪಶುವೈದ್ಯರು ಪರಿಶೀಲಿಸಿದರು. ಆನೆಗಳ ಆರೋಗ್ಯ, ತೂಕ ಮತ್ತು ಸ್ವಭಾವ ಕುರಿತು ಮಾಹಿತಿ ಪಡೆದರು. ಕೊರೊನಾ ಹಿನ್ನೆಲೆಯಲ್ಲಿ ಈ ಬಾರಿ ಸರಳ ದಸರಾ ಆಚರಣೆಗೆ ನಿರ್ಧರಿಸಲಾಗಿದ್ದು, ಕಡಿಮೆ ಸಂಖ್ಯೆಯ ಆನೆಗಳನ್ನು ಕರೆದೊಯ್ಯಲಾಗುವುದು. ಮೈಸೂರು ವನ್ಯಜೀವಿ ವಿಭಾಗದ ಡಿಸಿಎಫ್ ಅಲೆಕ್ಸಾಂಡರ್ ಸೇರಿದಂತೆ ಇತರ ಅಧಿಕಾರಿಗಳು ಹಾಜರಿದ್ದರು. [476, 475, 592, 559]
registration-dot [417, 1406, 424, 1413]
